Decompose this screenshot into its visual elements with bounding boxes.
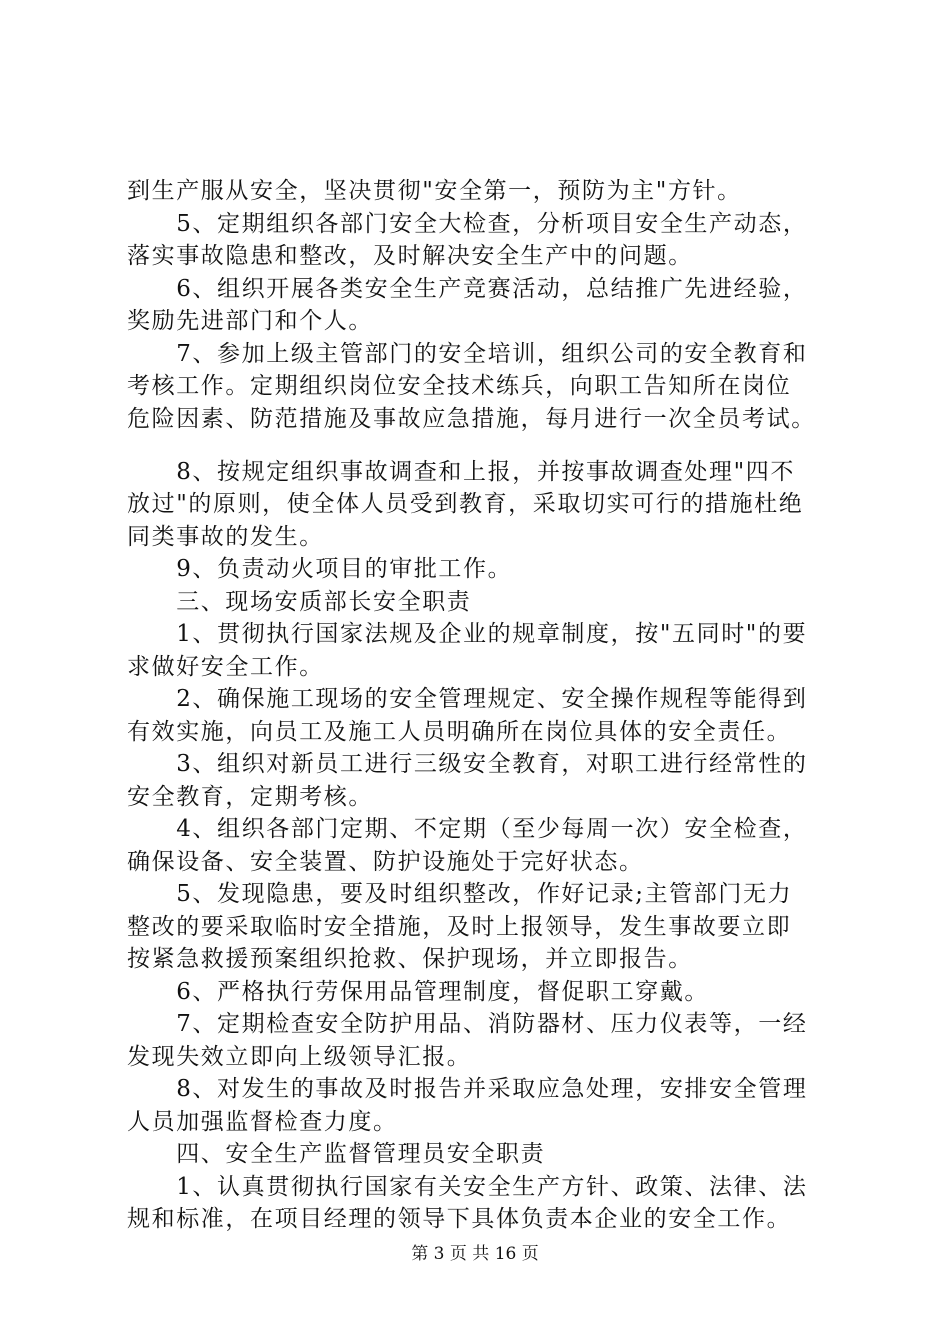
text-line: 奖励先进部门和个人。 [127, 308, 373, 334]
text-line: 落实事故隐患和整改，及时解决安全生产中的问题。 [127, 243, 693, 269]
text-line: 安全教育，定期考核。 [127, 784, 373, 810]
text-line: 同类事故的发生。 [127, 524, 324, 550]
text-line: 1、认真贯彻执行国家有关安全生产方针、政策、法律、法 [127, 1174, 808, 1200]
section-heading: 三、现场安质部长安全职责 [127, 589, 472, 615]
text-line: 危险因素、防范措施及事故应急措施，每月进行一次全员考试。 [127, 406, 816, 432]
text-line: 考核工作。定期组织岗位安全技术练兵，向职工告知所在岗位 [127, 373, 792, 399]
text-line: 确保设备、安全装置、防护设施处于完好状态。 [127, 849, 644, 875]
text-line: 8、对发生的事故及时报告并采取应急处理，安排安全管理 [127, 1076, 808, 1102]
text-line: 发现失效立即向上级领导汇报。 [127, 1044, 472, 1070]
text-line: 1、贯彻执行国家法规及企业的规章制度，按"五同时"的要 [127, 621, 808, 647]
text-line: 到生产服从安全，坚决贯彻"安全第一，预防为主"方针。 [127, 178, 742, 204]
text-line: 规和标准，在项目经理的领导下具体负责本企业的安全工作。 [127, 1206, 792, 1232]
text-line: 放过"的原则，使全体人员受到教育，采取切实可行的措施杜绝 [127, 491, 804, 517]
text-line: 4、组织各部门定期、不定期（至少每周一次）安全检查， [127, 816, 808, 842]
text-line: 9、负责动火项目的审批工作。 [127, 556, 513, 582]
page-number-footer: 第 3 页 共 16 页 [411, 1244, 539, 1264]
text-line: 8、按规定组织事故调查和上报，并按事故调查处理"四不 [127, 459, 796, 485]
text-line: 7、定期检查安全防护用品、消防器材、压力仪表等，一经 [127, 1011, 808, 1037]
text-line: 求做好安全工作。 [127, 654, 324, 680]
text-line: 2、确保施工现场的安全管理规定、安全操作规程等能得到 [127, 686, 808, 712]
text-line: 整改的要采取临时安全措施，及时上报领导，发生事故要立即 [127, 914, 792, 940]
text-line: 按紧急救援预案组织抢救、保护现场，并立即报告。 [127, 946, 693, 972]
text-line: 人员加强监督检查力度。 [127, 1109, 398, 1135]
text-line: 6、组织开展各类安全生产竞赛活动，总结推广先进经验， [127, 276, 808, 302]
text-line: 3、组织对新员工进行三级安全教育，对职工进行经常性的 [127, 751, 808, 777]
text-line: 有效实施，向员工及施工人员明确所在岗位具体的安全责任。 [127, 719, 792, 745]
section-heading: 四、安全生产监督管理员安全职责 [127, 1141, 546, 1167]
text-line: 6、严格执行劳保用品管理制度，督促职工穿戴。 [127, 979, 710, 1005]
text-line: 5、发现隐患，要及时组织整改，作好记录;主管部门无力 [127, 881, 793, 907]
text-line: 5、定期组织各部门安全大检查，分析项目安全生产动态， [127, 211, 808, 237]
text-line: 7、参加上级主管部门的安全培训，组织公司的安全教育和 [127, 341, 808, 367]
